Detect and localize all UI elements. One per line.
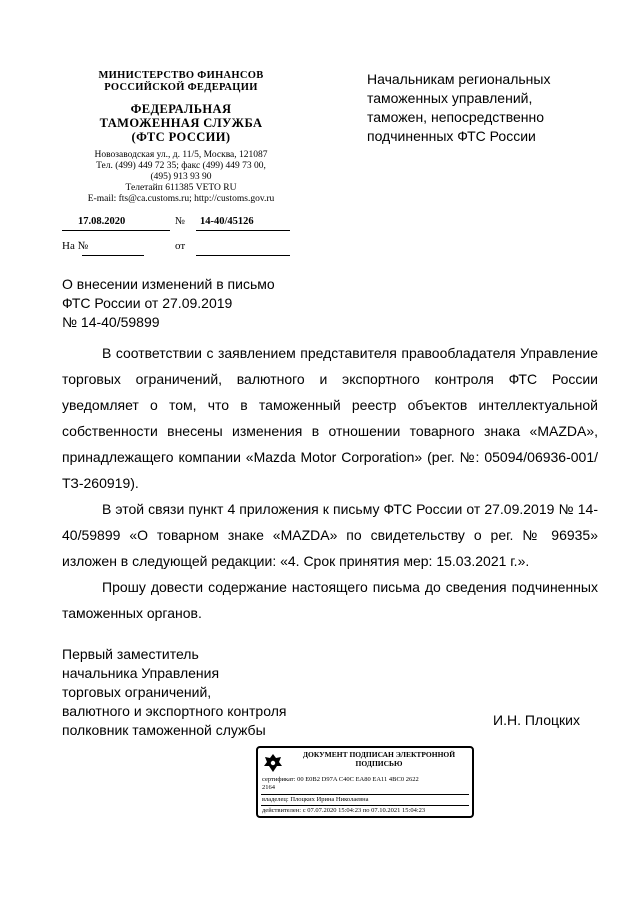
address-line-1: Новозаводская ул., д. 11/5, Москва, 121087: [94, 150, 268, 160]
ministry-line-1: МИНИСТЕРСТВО ФИНАНСОВ: [98, 70, 264, 81]
stamp-separator: [261, 805, 469, 806]
addressee-line-3: таможен, непосредственно: [367, 109, 545, 125]
stamp-certificate-cont: 2164: [262, 784, 275, 791]
reference-date-label: от: [175, 240, 186, 252]
date-underline: [62, 230, 170, 231]
signer-line-4: валютного и экспортного контроля: [62, 703, 287, 719]
reference-number-blank: [82, 255, 144, 256]
number-underline: [196, 230, 290, 231]
body-paragraph-3: Прошу довести содержание настоящего письма до сведения подчиненных таможенных органов.: [62, 579, 598, 621]
subject-line-2: ФТС России от 27.09.2019: [62, 295, 233, 311]
signer-line-5: полковник таможенной службы: [62, 722, 266, 738]
stamp-title-line-1: ДОКУМЕНТ ПОДПИСАН ЭЛЕКТРОННОЙ: [302, 750, 456, 759]
signer-position: [62, 645, 362, 740]
addressee: [367, 70, 607, 146]
reference-number-label: На №: [62, 240, 89, 252]
ministry-name: [62, 70, 300, 94]
body-paragraph-1: В соответствии с заявлением представителя правообладателя Управление торговых ограничений, валютного и экспортного контроля ФТС России уведомляет о том, что в таможенный реестр объектов интеллектуальной собственности внесены изменения в отношении товарного знака «MAZDA», принадлежащего компании «Mazda Motor Corporation» (рег. №: 05094/06936-001/ТЗ-260919).: [62, 345, 598, 491]
emblem-icon: [262, 752, 284, 774]
addressee-line-2: таможенных управлений,: [367, 90, 533, 106]
signer-name: И.Н. Плоцких: [493, 712, 580, 728]
service-name: [62, 102, 300, 144]
reference-date-blank: [196, 255, 290, 256]
service-line-3: (ФТС РОССИИ): [131, 130, 231, 144]
service-line-1: ФЕДЕРАЛЬНАЯ: [130, 102, 232, 116]
registration-date: 17.08.2020: [78, 216, 126, 227]
stamp-separator: [261, 794, 469, 795]
stamp-certificate: сертификат: 00 E0B2 D97A C40C EA80 EA11 4BC0 2622: [262, 776, 419, 783]
stamp-title-line-2: ПОДПИСЬЮ: [355, 758, 403, 768]
body-paragraph-2: В этой связи пункт 4 приложения к письму ФТС России от 27.09.2019 № 14-40/59899 «О товарном знаке «MAZDA» по свидетельству о рег. № 96935» изложен в следующей редакции: «4. Срок принятия мер: 15.03.2021 г.».: [62, 501, 598, 569]
ministry-line-2: РОССИЙСКОЙ ФЕДЕРАЦИИ: [104, 82, 258, 93]
letterhead: [62, 70, 300, 205]
signer-line-2: начальника Управления: [62, 665, 220, 681]
electronic-signature-stamp: [256, 746, 474, 818]
signer-line-1: Первый заместитель: [62, 646, 199, 662]
address-line-2: Тел. (499) 449 72 35; факс (499) 449 73 00,: [96, 161, 266, 171]
service-address: [62, 150, 300, 205]
addressee-line-4: подчиненных ФТС России: [367, 128, 536, 144]
stamp-validity: действителен: с 07.07.2020 15:04:23 по 07.10.2021 15:04:23: [262, 807, 426, 814]
signer-line-3: торговых ограничений,: [62, 684, 212, 700]
subject-line-1: О внесении изменений в письмо: [62, 276, 275, 292]
letter-subject: [62, 275, 322, 332]
address-line-3: (495) 913 93 90: [150, 172, 212, 182]
stamp-title: [286, 751, 472, 768]
stamp-owner: владелец: Плоцких Ирина Николаевна: [262, 796, 369, 803]
service-line-2: ТАМОЖЕННАЯ СЛУЖБА: [99, 116, 263, 130]
address-line-4: Телетайп 611385 VETO RU: [125, 183, 237, 193]
registration-number: 14-40/45126: [200, 216, 254, 227]
registration-number-sign: №: [175, 216, 186, 227]
addressee-line-1: Начальникам региональных: [367, 71, 551, 87]
subject-line-3: № 14-40/59899: [62, 314, 160, 330]
letter-body: [62, 340, 598, 626]
address-line-5: E-mail: fts@ca.customs.ru; http://customs.gov.ru: [87, 194, 275, 204]
